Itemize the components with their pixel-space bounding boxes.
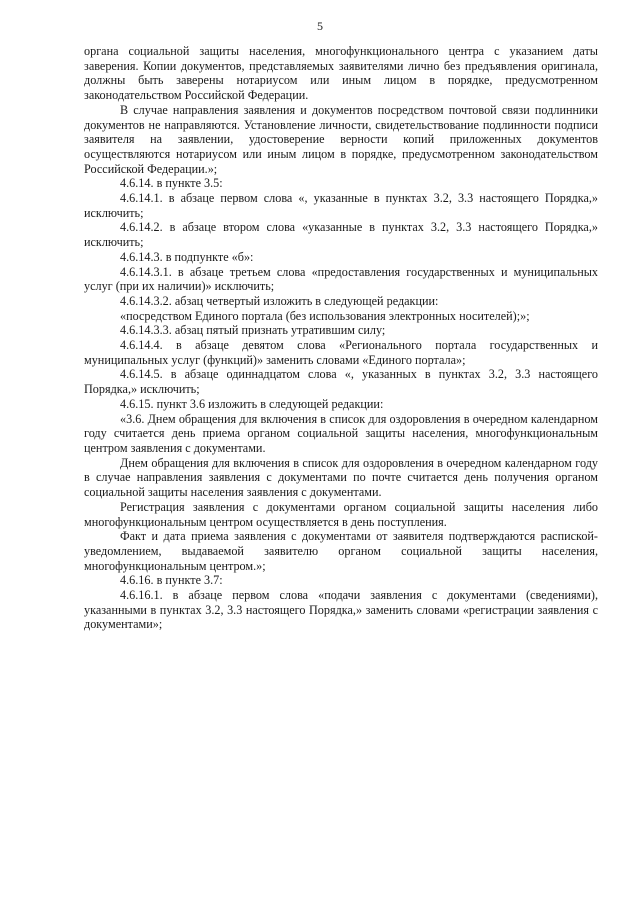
page-number: 5 xyxy=(317,19,323,33)
paragraph: «3.6. Днем обращения для включения в список для оздоровления в очередном календарном году считается день приема органом социальной защиты населения, многофункциональным центром заявления с документами. xyxy=(84,411,598,455)
paragraph: Днем обращения для включения в список для оздоровления в очередном календарном году в случае направления заявления с документами по почте считается день получения органом социальной защиты населения заявления с документами. xyxy=(84,455,598,500)
paragraph: 4.6.14.4. в абзаце девятом слова «Регионального портала государственных и муниципальных услуг (функций)» заменить словами «Единого портала»; xyxy=(84,338,598,367)
paragraph: 4.6.14.5. в абзаце одиннадцатом слова «, указанных в пунктах 3.2, 3.3 настоящего Порядка,» исключить; xyxy=(84,367,598,397)
paragraph: В случае направления заявления и документов посредством почтовой связи подлинники документов не направляются. Установление личности, свидетельствование подлинности подписи заявителя на заявлении, удостоверение верности копий приложенных документов осуществляются нотариусом или иным лицом в порядке, предусмотренном законодательством Российской Федерации.»; xyxy=(84,102,598,176)
paragraph: 4.6.16. в пункте 3.7: xyxy=(120,573,223,588)
paragraph: 4.6.14.3. в подпункте «б»: xyxy=(120,249,254,264)
paragraph: 4.6.15. пункт 3.6 изложить в следующей редакции: xyxy=(120,396,384,411)
paragraph: 4.6.16.1. в абзаце первом слова «подачи заявления с документами (сведениями), указанными в пунктах 3.2, 3.3 настоящего Порядка,» заменить словами «регистрации заявления с документами»; xyxy=(84,588,598,632)
paragraph: Факт и дата приема заявления с документами от заявителя подтверждаются распиской-уведомлением, выдаваемой заявителю органом социальной защиты населения, многофункциональным центром.»; xyxy=(84,529,598,573)
paragraph: 4.6.14.3.1. в абзаце третьем слова «предоставления государственных и муниципальных услуг (при их наличии)» исключить; xyxy=(84,264,598,294)
paragraph: органа социальной защиты населения, многофункционального центра с указанием даты заверения. Копии документов, представляемых заявителями лично без предъявления оригинала, должны быть заверены нотариусом или иным лицом в порядке, предусмотренном законодательством Российской Федерации. xyxy=(84,44,598,103)
document-body xyxy=(84,44,598,632)
paragraph: 4.6.14.3.2. абзац четвертый изложить в следующей редакции: xyxy=(120,293,439,308)
paragraph: 4.6.14.2. в абзаце втором слова «указанные в пунктах 3.2, 3.3 настоящего Порядка,» исключить; xyxy=(84,220,598,250)
paragraph: Регистрация заявления с документами органом социальной защиты населения либо многофункциональным центром осуществляется в день поступления. xyxy=(84,499,598,529)
paragraph: 4.6.14.3.3. абзац пятый признать утратившим силу; xyxy=(120,323,386,338)
paragraph: 4.6.14. в пункте 3.5: xyxy=(120,176,223,191)
paragraph: «посредством Единого портала (без использования электронных носителей);»; xyxy=(120,308,530,323)
paragraph: 4.6.14.1. в абзаце первом слова «, указанные в пунктах 3.2, 3.3 настоящего Порядка,» исключить; xyxy=(84,191,598,220)
